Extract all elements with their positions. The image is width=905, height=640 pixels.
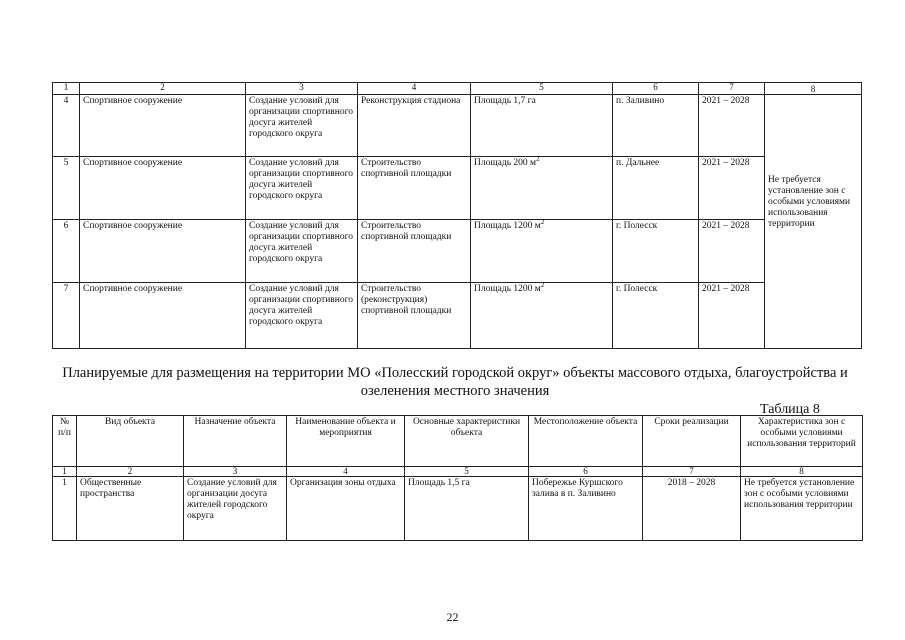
object-type: Общественные пространства: [77, 477, 184, 541]
object-characteristics: Площадь 1,5 га: [405, 477, 529, 541]
row-number: 6: [53, 220, 80, 283]
object-location: Побережье Куршского залива в п. Заливино: [529, 477, 643, 541]
row-number: 5: [53, 157, 80, 220]
table-row: [53, 95, 862, 157]
column-numbers-row: [53, 467, 863, 477]
col-number: 6: [613, 83, 699, 95]
col-number: 8: [765, 83, 862, 95]
object-location: п. Дальнее: [613, 157, 699, 220]
object-characteristics: Площадь 1200 $м^2$: [471, 220, 613, 283]
object-characteristics: Площадь 200 $м^2$: [471, 157, 613, 220]
zones-note: Не требуется установление зон с особыми условиями использования территории: [741, 477, 863, 541]
header-cell: Основные характеристики объекта: [405, 416, 529, 467]
col-number: 5: [405, 467, 529, 477]
col-number: 4: [287, 467, 405, 477]
object-measure: Строительство (реконструкция) спортивной площадки: [358, 283, 471, 349]
col-number: 3: [246, 83, 358, 95]
table-row: [53, 283, 862, 349]
object-period: 2018 – 2028: [643, 477, 741, 541]
column-numbers-row: [53, 83, 862, 95]
col-number: 6: [529, 467, 643, 477]
header-cell: № п/п: [53, 416, 77, 467]
object-type: Спортивное сооружение: [80, 157, 246, 220]
object-measure: Строительство спортивной площадки: [358, 157, 471, 220]
col-number: 2: [80, 83, 246, 95]
object-location: п. Заливино: [613, 95, 699, 157]
col-number: 4: [358, 83, 471, 95]
col-number: 5: [471, 83, 613, 95]
table-row: [53, 157, 862, 220]
table-label: Таблица 8: [760, 402, 820, 417]
col-number: 7: [699, 83, 765, 95]
object-location: г. Полесск: [613, 283, 699, 349]
object-measure: Строительство спортивной площадки: [358, 220, 471, 283]
object-type: Спортивное сооружение: [80, 283, 246, 349]
section-title: Планируемые для размещения на территории МО «Полесский городской округ» объекты массового отдыха, благоустройства и озеленения местного значения: [62, 365, 848, 399]
header-cell: Наименование объекта и мероприятия: [287, 416, 405, 467]
row-number: 7: [53, 283, 80, 349]
header-cell: Характеристика зон с особыми условиями использования территорий: [741, 416, 863, 467]
zones-note: Не требуется установление зон с особыми условиями использования территории: [765, 95, 862, 349]
header-cell: Местоположение объекта: [529, 416, 643, 467]
object-purpose: Создание условий для организации спортивного досуга жителей городского округа: [246, 157, 358, 220]
table-row: [53, 477, 863, 541]
col-number: 2: [77, 467, 184, 477]
header-cell: Вид объекта: [77, 416, 184, 467]
object-period: 2021 – 2028: [699, 157, 765, 220]
object-purpose: Создание условий для организации спортивного досуга жителей городского округа: [246, 283, 358, 349]
object-location: г. Полесск: [613, 220, 699, 283]
table-row: [53, 220, 862, 283]
object-period: 2021 – 2028: [699, 220, 765, 283]
object-characteristics: Площадь 1,7 га: [471, 95, 613, 157]
table-header-row: [53, 416, 863, 467]
object-characteristics: Площадь 1200 $м^2$: [471, 283, 613, 349]
page-number: 22: [446, 610, 459, 624]
sports-facilities-table: [52, 82, 862, 349]
object-purpose: Создание условий для организации спортивного досуга жителей городского округа: [246, 95, 358, 157]
object-period: 2021 – 2028: [699, 95, 765, 157]
object-purpose: Создание условий для организации спортивного досуга жителей городского округа: [246, 220, 358, 283]
object-measure: Организация зоны отдыха: [287, 477, 405, 541]
header-cell: Сроки реализации: [643, 416, 741, 467]
col-number: 8: [741, 467, 863, 477]
object-type: Спортивное сооружение: [80, 95, 246, 157]
col-number: 3: [184, 467, 287, 477]
object-purpose: Создание условий для организации досуга жителей городского округа: [184, 477, 287, 541]
object-measure: Реконструкция стадиона: [358, 95, 471, 157]
col-number: 7: [643, 467, 741, 477]
header-cell: Назначение объекта: [184, 416, 287, 467]
col-number: 1: [53, 83, 80, 95]
col-number: 1: [53, 467, 77, 477]
object-type: Спортивное сооружение: [80, 220, 246, 283]
row-number: 1: [53, 477, 77, 541]
row-number: 4: [53, 95, 80, 157]
recreation-objects-table: [52, 415, 863, 541]
object-period: 2021 – 2028: [699, 283, 765, 349]
